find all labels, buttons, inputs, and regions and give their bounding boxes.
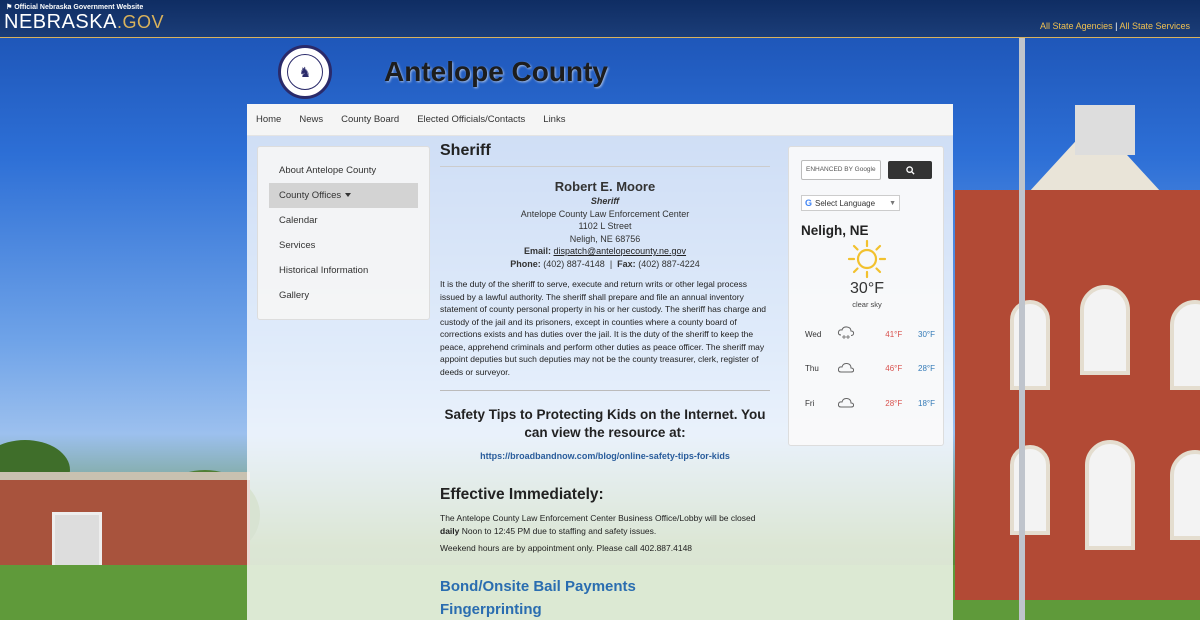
sheriff-description: It is the duty of the sheriff to serve, execute and return writs or other legal process issued by a lawful authority. The sheriff shall prepare and file an annual inventory statement of county personal property in his or her custody. The sheriff has charge and custody of the jail and its prisoners, except in counties where a county board of corrections exists and has duties over the jail. It is the duty of the sheriff to keep the peace, apprehend criminals and perform other duties as peace officer. The sheriff may appoint deputies but such deputies may not be the county treasurer, clerk, register of deeds or surveyor. xyxy=(440,279,767,377)
search-button[interactable] xyxy=(888,161,932,179)
forecast-day: Wed xyxy=(805,329,822,339)
sidebar-item-county-offices[interactable]: County Offices xyxy=(269,183,418,208)
divider xyxy=(440,390,770,391)
phone-label: Phone: xyxy=(510,258,541,269)
weather-condition: clear sky xyxy=(852,300,882,309)
forecast-high: 46°F xyxy=(885,363,903,373)
email-link[interactable]: dispatch@antelopecounty.ne.gov xyxy=(553,246,687,256)
nav-home[interactable]: Home xyxy=(256,113,282,125)
weekend-hours-notice: Weekend hours are by appointment only. Please call 402.887.4148 xyxy=(440,543,693,553)
sidebar-menu xyxy=(257,146,430,320)
weather-city: Neligh, NE xyxy=(801,223,869,238)
current-temperature: 30°F xyxy=(850,280,884,297)
county-header xyxy=(247,40,953,104)
forecast-row xyxy=(805,361,935,375)
contact-separator: | xyxy=(609,258,613,269)
gov-links xyxy=(1040,21,1190,31)
gov-header-bar xyxy=(0,0,1200,38)
county-seal-logo[interactable] xyxy=(278,45,332,99)
forecast-day: Fri xyxy=(805,398,815,408)
sheriff-name: Robert E. Moore xyxy=(554,179,656,194)
nav-county-board[interactable]: County Board xyxy=(341,113,400,125)
safety-link-wrapper xyxy=(440,451,770,461)
contact-org: Antelope County Law Enforcement Center xyxy=(520,208,690,219)
fingerprinting-link[interactable]: Fingerprinting xyxy=(440,601,542,618)
sidebar-item-calendar[interactable]: Calendar xyxy=(279,215,318,226)
forecast-row xyxy=(805,327,935,341)
nav-links[interactable]: Links xyxy=(543,113,566,125)
sheriff-role: Sheriff xyxy=(590,196,620,206)
fax-number: (402) 887-4224 xyxy=(638,258,700,269)
safety-tips-link[interactable]: https://broadbandnow.com/blog/online-safety-tips-for-kids xyxy=(480,451,730,461)
sidebar-item-services[interactable]: Services xyxy=(279,240,316,251)
search-icon xyxy=(906,166,915,175)
contact-phone-line xyxy=(440,258,770,271)
forecast-low: 18°F xyxy=(918,398,935,408)
lobby-hours-notice: The Antelope County Law Enforcement Center Business Office/Lobby will be closed daily Noon to 12:45 PM due to staffing and safety issues. xyxy=(440,513,756,536)
snow-cloud-icon xyxy=(837,326,867,342)
nebraska-gov-logo[interactable]: NEBRASKA.GOV xyxy=(4,11,164,33)
site-title[interactable]: Antelope County xyxy=(384,56,608,87)
flag-icon: ⚑ xyxy=(6,4,13,11)
sidebar-item-historical[interactable]: Historical Information xyxy=(279,265,369,276)
forecast-low: 28°F xyxy=(918,363,935,373)
cloud-icon xyxy=(837,361,867,375)
forecast-low: 30°F xyxy=(918,329,935,339)
all-state-services-link[interactable]: All State Services xyxy=(1119,21,1190,31)
official-site-label: ⚑ Official Nebraska Government Website xyxy=(6,4,144,11)
nav-news[interactable]: News xyxy=(299,113,324,125)
dropdown-arrow-icon: ▼ xyxy=(889,199,896,207)
effective-immediately-heading: Effective Immediately: xyxy=(440,486,604,503)
bond-bail-payments-link[interactable]: Bond/Onsite Bail Payments xyxy=(440,578,636,595)
top-navigation xyxy=(247,104,953,136)
phone-number: (402) 887-4148 xyxy=(543,258,605,269)
main-content xyxy=(440,142,770,618)
page-title: Sheriff xyxy=(440,142,770,167)
contact-city: Neligh, NE 68756 xyxy=(569,233,641,244)
forecast-high: 41°F xyxy=(885,329,903,339)
caret-down-icon xyxy=(345,193,351,197)
fax-label: Fax: xyxy=(617,258,636,269)
gov-links-separator: | xyxy=(1115,21,1118,31)
sidebar-item-gallery[interactable]: Gallery xyxy=(279,290,310,301)
forecast-row xyxy=(805,396,935,410)
search-input[interactable]: ENHANCED BY Google xyxy=(801,160,881,180)
language-label: Select Language xyxy=(815,198,876,208)
email-label: Email: xyxy=(523,246,551,256)
safety-tips-heading: Safety Tips to Protecting Kids on the Internet. You can view the resource at: xyxy=(444,407,766,440)
cloud-icon xyxy=(837,396,867,410)
contact-street: 1102 L Street xyxy=(578,221,632,231)
sheriff-contact-card xyxy=(440,179,770,270)
contact-email-line xyxy=(440,245,770,258)
sidebar-item-about[interactable]: About Antelope County xyxy=(279,165,377,176)
nav-elected-officials[interactable]: Elected Officials/Contacts xyxy=(417,113,526,125)
forecast-high: 28°F xyxy=(885,398,903,408)
all-state-agencies-link[interactable]: All State Agencies xyxy=(1040,21,1113,31)
language-select[interactable] xyxy=(801,195,900,211)
antelope-icon: ♞ xyxy=(287,54,323,90)
google-g-icon: G xyxy=(805,198,813,208)
main-container xyxy=(247,104,953,620)
forecast-day: Thu xyxy=(805,363,819,373)
right-widget-panel xyxy=(788,146,944,446)
sun-icon xyxy=(847,239,887,279)
